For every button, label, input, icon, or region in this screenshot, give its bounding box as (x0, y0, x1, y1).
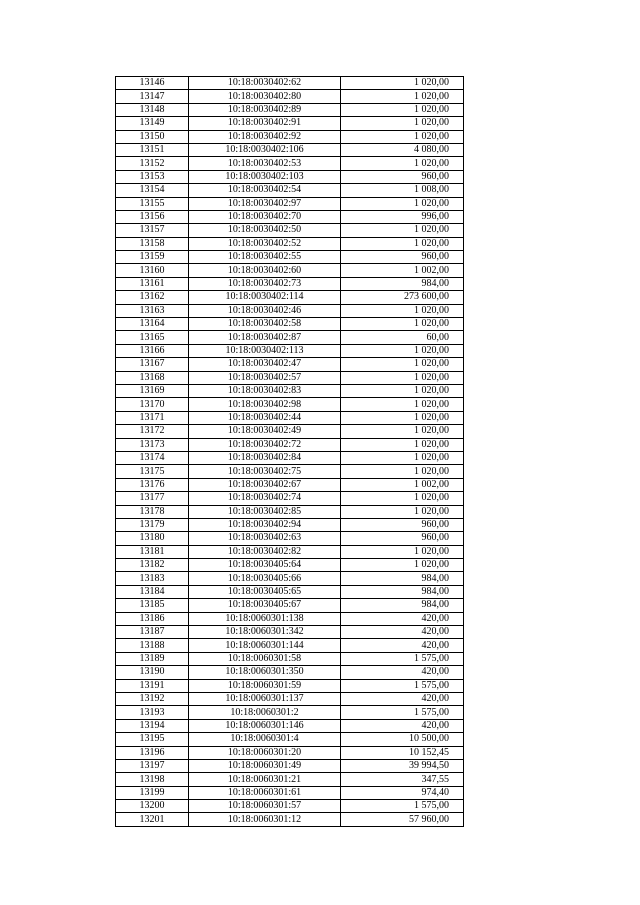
value-cell: 420,00 (341, 639, 464, 652)
value-cell: 984,00 (341, 277, 464, 290)
value-cell: 960,00 (341, 170, 464, 183)
row-number-cell: 13191 (116, 679, 189, 692)
value-cell: 57 960,00 (341, 813, 464, 826)
cadastral-number-cell: 10:18:0030402:70 (189, 210, 341, 223)
value-cell: 974,40 (341, 786, 464, 799)
row-number-cell: 13193 (116, 706, 189, 719)
cadastral-number-cell: 10:18:0030402:63 (189, 532, 341, 545)
cadastral-number-cell: 10:18:0030402:60 (189, 264, 341, 277)
value-cell: 1 020,00 (341, 157, 464, 170)
table-row (116, 251, 464, 264)
value-cell: 1 020,00 (341, 492, 464, 505)
cadastral-number-cell: 10:18:0030402:73 (189, 277, 341, 290)
row-number-cell: 13199 (116, 786, 189, 799)
table-row (116, 719, 464, 732)
cadastral-number-cell: 10:18:0030402:82 (189, 545, 341, 558)
row-number-cell: 13180 (116, 532, 189, 545)
value-cell: 1 020,00 (341, 318, 464, 331)
row-number-cell: 13183 (116, 572, 189, 585)
cadastral-number-cell: 10:18:0030402:114 (189, 291, 341, 304)
value-cell: 1 002,00 (341, 478, 464, 491)
row-number-cell: 13149 (116, 117, 189, 130)
table-row (116, 492, 464, 505)
cadastral-number-cell: 10:18:0030402:97 (189, 197, 341, 210)
cadastral-number-cell: 10:18:0030402:55 (189, 251, 341, 264)
row-number-cell: 13175 (116, 465, 189, 478)
value-cell: 1 020,00 (341, 465, 464, 478)
value-cell: 996,00 (341, 210, 464, 223)
row-number-cell: 13164 (116, 318, 189, 331)
row-number-cell: 13167 (116, 358, 189, 371)
table-row (116, 759, 464, 772)
table-row (116, 143, 464, 156)
cadastral-number-cell: 10:18:0030402:49 (189, 425, 341, 438)
value-cell: 1 020,00 (341, 425, 464, 438)
cadastral-number-cell: 10:18:0060301:137 (189, 692, 341, 705)
table-row (116, 103, 464, 116)
table-row (116, 438, 464, 451)
cadastral-number-cell: 10:18:0060301:21 (189, 773, 341, 786)
table-row (116, 451, 464, 464)
row-number-cell: 13188 (116, 639, 189, 652)
table-row (116, 465, 464, 478)
row-number-cell: 13160 (116, 264, 189, 277)
cadastral-number-cell: 10:18:0060301:2 (189, 706, 341, 719)
cadastral-number-cell: 10:18:0030402:83 (189, 384, 341, 397)
cadastral-number-cell: 10:18:0060301:61 (189, 786, 341, 799)
table-row (116, 679, 464, 692)
value-cell: 1 020,00 (341, 505, 464, 518)
table-row (116, 478, 464, 491)
cadastral-number-cell: 10:18:0030402:113 (189, 344, 341, 357)
value-cell: 420,00 (341, 692, 464, 705)
table-row (116, 813, 464, 826)
value-cell: 60,00 (341, 331, 464, 344)
row-number-cell: 13170 (116, 398, 189, 411)
table-row (116, 197, 464, 210)
value-cell: 1 020,00 (341, 344, 464, 357)
table-row (116, 706, 464, 719)
cadastral-number-cell: 10:18:0030405:67 (189, 599, 341, 612)
table-row (116, 130, 464, 143)
cadastral-number-cell: 10:18:0030402:75 (189, 465, 341, 478)
value-cell: 1 020,00 (341, 545, 464, 558)
table-row (116, 358, 464, 371)
table-row (116, 384, 464, 397)
table-row (116, 291, 464, 304)
row-number-cell: 13162 (116, 291, 189, 304)
table-row (116, 277, 464, 290)
cadastral-number-cell: 10:18:0030402:54 (189, 184, 341, 197)
value-cell: 1 020,00 (341, 398, 464, 411)
row-number-cell: 13155 (116, 197, 189, 210)
table-row (116, 210, 464, 223)
table-row (116, 411, 464, 424)
value-cell: 1 020,00 (341, 224, 464, 237)
row-number-cell: 13185 (116, 599, 189, 612)
table-row (116, 237, 464, 250)
value-cell: 1 020,00 (341, 438, 464, 451)
value-cell: 1 020,00 (341, 451, 464, 464)
cadastral-number-cell: 10:18:0030402:44 (189, 411, 341, 424)
cadastral-number-cell: 10:18:0030402:50 (189, 224, 341, 237)
row-number-cell: 13187 (116, 626, 189, 639)
row-number-cell: 13184 (116, 585, 189, 598)
table-body (116, 77, 464, 827)
row-number-cell: 13163 (116, 304, 189, 317)
row-number-cell: 13181 (116, 545, 189, 558)
row-number-cell: 13171 (116, 411, 189, 424)
row-number-cell: 13197 (116, 759, 189, 772)
value-cell: 420,00 (341, 719, 464, 732)
value-cell: 1 575,00 (341, 706, 464, 719)
value-cell: 984,00 (341, 585, 464, 598)
table-row (116, 117, 464, 130)
cadastral-number-cell: 10:18:0060301:138 (189, 612, 341, 625)
row-number-cell: 13178 (116, 505, 189, 518)
row-number-cell: 13192 (116, 692, 189, 705)
cadastral-number-cell: 10:18:0030402:46 (189, 304, 341, 317)
row-number-cell: 13176 (116, 478, 189, 491)
value-cell: 4 080,00 (341, 143, 464, 156)
value-cell: 960,00 (341, 518, 464, 531)
table-row (116, 666, 464, 679)
value-cell: 1 575,00 (341, 652, 464, 665)
table-row (116, 532, 464, 545)
row-number-cell: 13159 (116, 251, 189, 264)
row-number-cell: 13158 (116, 237, 189, 250)
value-cell: 39 994,50 (341, 759, 464, 772)
row-number-cell: 13186 (116, 612, 189, 625)
cadastral-number-cell: 10:18:0030402:58 (189, 318, 341, 331)
row-number-cell: 13190 (116, 666, 189, 679)
table-row (116, 599, 464, 612)
table-row (116, 800, 464, 813)
cadastral-number-cell: 10:18:0030402:53 (189, 157, 341, 170)
table-row (116, 773, 464, 786)
row-number-cell: 13153 (116, 170, 189, 183)
row-number-cell: 13154 (116, 184, 189, 197)
cadastre-value-table (115, 76, 464, 827)
table-row (116, 344, 464, 357)
value-cell: 273 600,00 (341, 291, 464, 304)
table-row (116, 170, 464, 183)
row-number-cell: 13201 (116, 813, 189, 826)
cadastral-number-cell: 10:18:0030405:66 (189, 572, 341, 585)
row-number-cell: 13165 (116, 331, 189, 344)
row-number-cell: 13196 (116, 746, 189, 759)
row-number-cell: 13147 (116, 90, 189, 103)
row-number-cell: 13179 (116, 518, 189, 531)
table-row (116, 692, 464, 705)
table-row (116, 505, 464, 518)
cadastral-number-cell: 10:18:0060301:49 (189, 759, 341, 772)
cadastral-number-cell: 10:18:0060301:342 (189, 626, 341, 639)
cadastral-number-cell: 10:18:0030402:98 (189, 398, 341, 411)
cadastral-number-cell: 10:18:0030402:92 (189, 130, 341, 143)
cadastral-number-cell: 10:18:0030402:91 (189, 117, 341, 130)
value-cell: 10 500,00 (341, 733, 464, 746)
value-cell: 1 020,00 (341, 103, 464, 116)
value-cell: 1 020,00 (341, 304, 464, 317)
row-number-cell: 13150 (116, 130, 189, 143)
cadastral-number-cell: 10:18:0030405:65 (189, 585, 341, 598)
cadastral-number-cell: 10:18:0030405:64 (189, 559, 341, 572)
table-row (116, 398, 464, 411)
table-row (116, 304, 464, 317)
value-cell: 960,00 (341, 251, 464, 264)
row-number-cell: 13195 (116, 733, 189, 746)
cadastral-number-cell: 10:18:0060301:144 (189, 639, 341, 652)
cadastral-number-cell: 10:18:0030402:74 (189, 492, 341, 505)
value-cell: 1 020,00 (341, 90, 464, 103)
value-cell: 984,00 (341, 599, 464, 612)
row-number-cell: 13200 (116, 800, 189, 813)
cadastral-number-cell: 10:18:0030402:47 (189, 358, 341, 371)
table-row (116, 425, 464, 438)
row-number-cell: 13174 (116, 451, 189, 464)
row-number-cell: 13182 (116, 559, 189, 572)
table-row (116, 371, 464, 384)
value-cell: 1 575,00 (341, 679, 464, 692)
value-cell: 1 020,00 (341, 371, 464, 384)
table-row (116, 318, 464, 331)
cadastral-number-cell: 10:18:0030402:87 (189, 331, 341, 344)
row-number-cell: 13146 (116, 77, 189, 90)
value-cell: 1 020,00 (341, 559, 464, 572)
row-number-cell: 13151 (116, 143, 189, 156)
cadastral-number-cell: 10:18:0060301:20 (189, 746, 341, 759)
value-cell: 1 002,00 (341, 264, 464, 277)
value-cell: 1 020,00 (341, 384, 464, 397)
row-number-cell: 13194 (116, 719, 189, 732)
table-row (116, 572, 464, 585)
table-row (116, 559, 464, 572)
row-number-cell: 13161 (116, 277, 189, 290)
cadastral-number-cell: 10:18:0030402:94 (189, 518, 341, 531)
row-number-cell: 13177 (116, 492, 189, 505)
cadastral-number-cell: 10:18:0060301:146 (189, 719, 341, 732)
cadastral-number-cell: 10:18:0030402:80 (189, 90, 341, 103)
table-row (116, 626, 464, 639)
cadastral-number-cell: 10:18:0030402:72 (189, 438, 341, 451)
value-cell: 1 020,00 (341, 358, 464, 371)
value-cell: 984,00 (341, 572, 464, 585)
row-number-cell: 13189 (116, 652, 189, 665)
value-cell: 1 020,00 (341, 411, 464, 424)
row-number-cell: 13157 (116, 224, 189, 237)
table-row (116, 545, 464, 558)
table-row (116, 585, 464, 598)
value-cell: 420,00 (341, 612, 464, 625)
value-cell: 1 020,00 (341, 117, 464, 130)
table-row (116, 264, 464, 277)
table-row (116, 612, 464, 625)
table-row (116, 224, 464, 237)
row-number-cell: 13198 (116, 773, 189, 786)
cadastral-number-cell: 10:18:0060301:12 (189, 813, 341, 826)
value-cell: 420,00 (341, 666, 464, 679)
table-row (116, 331, 464, 344)
cadastral-number-cell: 10:18:0060301:350 (189, 666, 341, 679)
row-number-cell: 13168 (116, 371, 189, 384)
table-row (116, 90, 464, 103)
value-cell: 347,55 (341, 773, 464, 786)
cadastral-number-cell: 10:18:0030402:52 (189, 237, 341, 250)
row-number-cell: 13152 (116, 157, 189, 170)
table-row (116, 746, 464, 759)
cadastral-number-cell: 10:18:0030402:106 (189, 143, 341, 156)
cadastral-number-cell: 10:18:0060301:4 (189, 733, 341, 746)
value-cell: 1 020,00 (341, 130, 464, 143)
row-number-cell: 13166 (116, 344, 189, 357)
cadastral-number-cell: 10:18:0060301:57 (189, 800, 341, 813)
row-number-cell: 13172 (116, 425, 189, 438)
cadastral-number-cell: 10:18:0030402:67 (189, 478, 341, 491)
value-cell: 1 020,00 (341, 237, 464, 250)
value-cell: 1 020,00 (341, 77, 464, 90)
row-number-cell: 13169 (116, 384, 189, 397)
cadastral-number-cell: 10:18:0060301:58 (189, 652, 341, 665)
table-row (116, 639, 464, 652)
cadastral-number-cell: 10:18:0060301:59 (189, 679, 341, 692)
value-cell: 420,00 (341, 626, 464, 639)
row-number-cell: 13173 (116, 438, 189, 451)
row-number-cell: 13148 (116, 103, 189, 116)
row-number-cell: 13156 (116, 210, 189, 223)
cadastral-number-cell: 10:18:0030402:103 (189, 170, 341, 183)
cadastral-number-cell: 10:18:0030402:89 (189, 103, 341, 116)
table-row (116, 518, 464, 531)
table-row (116, 184, 464, 197)
cadastral-number-cell: 10:18:0030402:84 (189, 451, 341, 464)
value-cell: 1 008,00 (341, 184, 464, 197)
table-row (116, 733, 464, 746)
table-row (116, 786, 464, 799)
cadastral-number-cell: 10:18:0030402:57 (189, 371, 341, 384)
value-cell: 960,00 (341, 532, 464, 545)
value-cell: 1 020,00 (341, 197, 464, 210)
table-row (116, 157, 464, 170)
table-row (116, 77, 464, 90)
table-row (116, 652, 464, 665)
value-cell: 1 575,00 (341, 800, 464, 813)
cadastral-number-cell: 10:18:0030402:85 (189, 505, 341, 518)
value-cell: 10 152,45 (341, 746, 464, 759)
cadastral-number-cell: 10:18:0030402:62 (189, 77, 341, 90)
